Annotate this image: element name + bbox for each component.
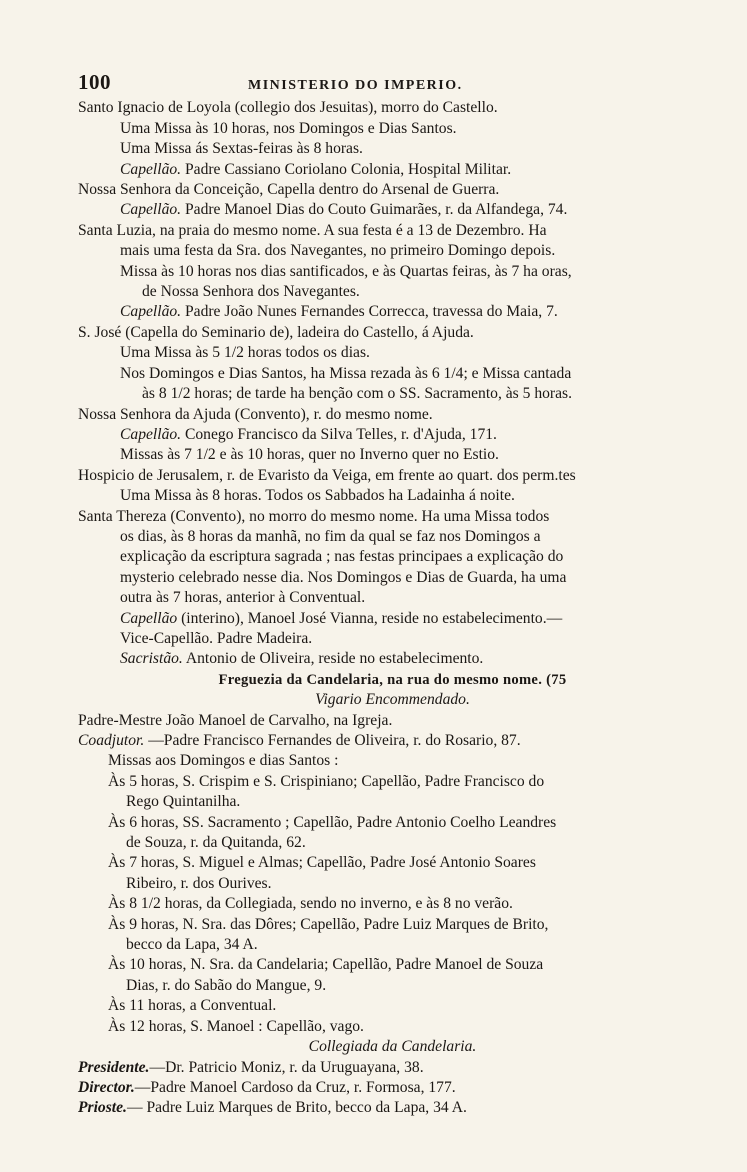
officer-line: Director.—Padre Manoel Cardoso da Cruz, r. Formosa, 177. [78,1078,456,1096]
chaplain-line: Capellão. Padre João Nunes Fernandes Correcca, travessa do Maia, 7. [120,303,558,321]
masses-intro: Missas aos Domingos e dias Santos : [108,752,339,770]
mass-time-line: Às 5 horas, S. Crispim e S. Crispiniano; Capellão, Padre Francisco do [108,772,545,790]
mass-time-continuation: Dias, r. do Sabão do Mangue, 9. [126,976,327,994]
entry-continuation: às 8 1/2 horas; de tarde ha benção com o SS. Sacramento, às 5 horas. [142,385,573,403]
chaplain-line: Capellão. Padre Manoel Dias do Couto Guimarães, r. da Alfandega, 74. [120,201,568,219]
chaplain-line: Capellão. Conego Francisco da Silva Telles, r. d'Ajuda, 171. [120,425,497,443]
officer-line: Prioste.— Padre Luiz Marques de Brito, becco da Lapa, 34 A. [78,1099,467,1117]
vice-chaplain-line: Vice-Capellão. Padre Madeira. [120,629,313,647]
officer-line: Presidente.—Dr. Patricio Moniz, r. da Uruguayana, 38. [78,1058,424,1076]
entry-hospicio: Hospicio de Jerusalem, r. de Evaristo da Veiga, em frente ao quart. dos perm.tes [78,466,576,484]
entry-continuation: de Nossa Senhora dos Navegantes. [142,283,360,301]
mass-time-line: Às 6 horas, SS. Sacramento ; Capellão, Padre Antonio Coelho Leandres [108,813,557,831]
entry-continuation: mais uma festa da Sra. dos Navegantes, no primeiro Domingo depois. [120,242,556,260]
entry-continuation: explicação da escriptura sagrada ; nas festas principaes a explicação do [120,548,564,566]
section-heading-candelaria: Freguezia da Candelaria, na rua do mesmo nome. (75 [218,671,567,688]
mass-time-line: Às 10 horas, N. Sra. da Candelaria; Capellão, Padre Manoel de Souza [108,956,544,974]
vigario-line: Padre-Mestre João Manoel de Carvalho, na Igreja. [78,711,393,729]
chaplain-line: Capellão (interino), Manoel José Vianna, reside no estabelecimento.— [120,609,563,627]
mass-line: Nos Domingos e Dias Santos, ha Missa rezada às 6 1/4; e Missa cantada [120,364,572,382]
coadjutor-line: Coadjutor. —Padre Francisco Fernandes de Oliveira, r. do Rosario, 87. [78,732,521,749]
mass-time-continuation: de Souza, r. da Quitanda, 62. [126,834,306,852]
mass-time-line: Às 7 horas, S. Miguel e Almas; Capellão, Padre José Antonio Soares [108,854,536,872]
running-title: MINISTERIO DO IMPERIO. [248,78,463,93]
mass-time-line: Às 8 1/2 horas, da Collegiada, sendo no inverno, e às 8 no verão. [108,895,513,913]
mass-time-line: Às 12 horas, S. Manoel : Capellão, vago. [108,1017,364,1035]
entry-santa-luzia: Santa Luzia, na praia do mesmo nome. A sua festa é a 13 de Dezembro. Ha [78,221,547,239]
mass-line: Uma Missa às 10 horas, nos Domingos e Dias Santos. [120,119,457,137]
page-number: 100 [78,70,111,94]
entry-continuation: mysterio celebrado nesse dia. Nos Domingos e Dias de Guarda, ha uma [120,568,567,586]
mass-line: Missa às 10 horas nos dias santificados, e às Quartas feiras, às 7 ha oras, [120,262,572,280]
mass-line: Missas às 7 1/2 e às 10 horas, quer no Inverno quer no Estio. [120,446,499,464]
mass-time-continuation: becco da Lapa, 34 A. [126,936,258,954]
entry-continuation: outra às 7 horas, anterior à Conventual. [120,589,366,607]
subheading-collegiada: Collegiada da Candelaria. [308,1038,477,1056]
mass-time-line: Às 11 horas, a Conventual. [108,997,277,1015]
entry-ajuda: Nossa Senhora da Ajuda (Convento), r. do mesmo nome. [78,405,433,423]
mass-line: Uma Missa às 5 1/2 horas todos os dias. [120,344,370,362]
mass-line: Uma Missa ás Sextas-feiras às 8 horas. [120,140,363,158]
mass-time-continuation: Ribeiro, r. dos Ourives. [126,874,272,892]
mass-time-line: Às 9 horas, N. Sra. das Dôres; Capellão, Padre Luiz Marques de Brito, [108,915,549,933]
page-header [78,72,707,96]
chaplain-line: Capellão. Padre Cassiano Coriolano Colonia, Hospital Militar. [120,160,512,178]
subheading-vigario: Vigario Encommendado. [315,691,470,709]
entry-santo-ignacio: Santo Ignacio de Loyola (collegio dos Jesuitas), morro do Castello. [78,99,498,117]
entry-conceicao: Nossa Senhora da Conceição, Capella dentro do Arsenal de Guerra. [78,181,500,199]
mass-line: Uma Missa às 8 horas. Todos os Sabbados ha Ladainha á noite. [120,487,515,505]
entry-continuation: os dias, às 8 horas da manhã, no fim da qual se faz nos Domingos a [120,527,541,545]
mass-time-continuation: Rego Quintanilha. [126,793,241,811]
entry-sao-jose: S. José (Capella do Seminario de), ladeira do Castello, á Ajuda. [78,323,474,341]
sacristan-line: Sacristão. Antonio de Oliveira, reside no estabelecimento. [120,650,484,668]
entry-santa-thereza: Santa Thereza (Convento), no morro do mesmo nome. Ha uma Missa todos [78,507,550,525]
